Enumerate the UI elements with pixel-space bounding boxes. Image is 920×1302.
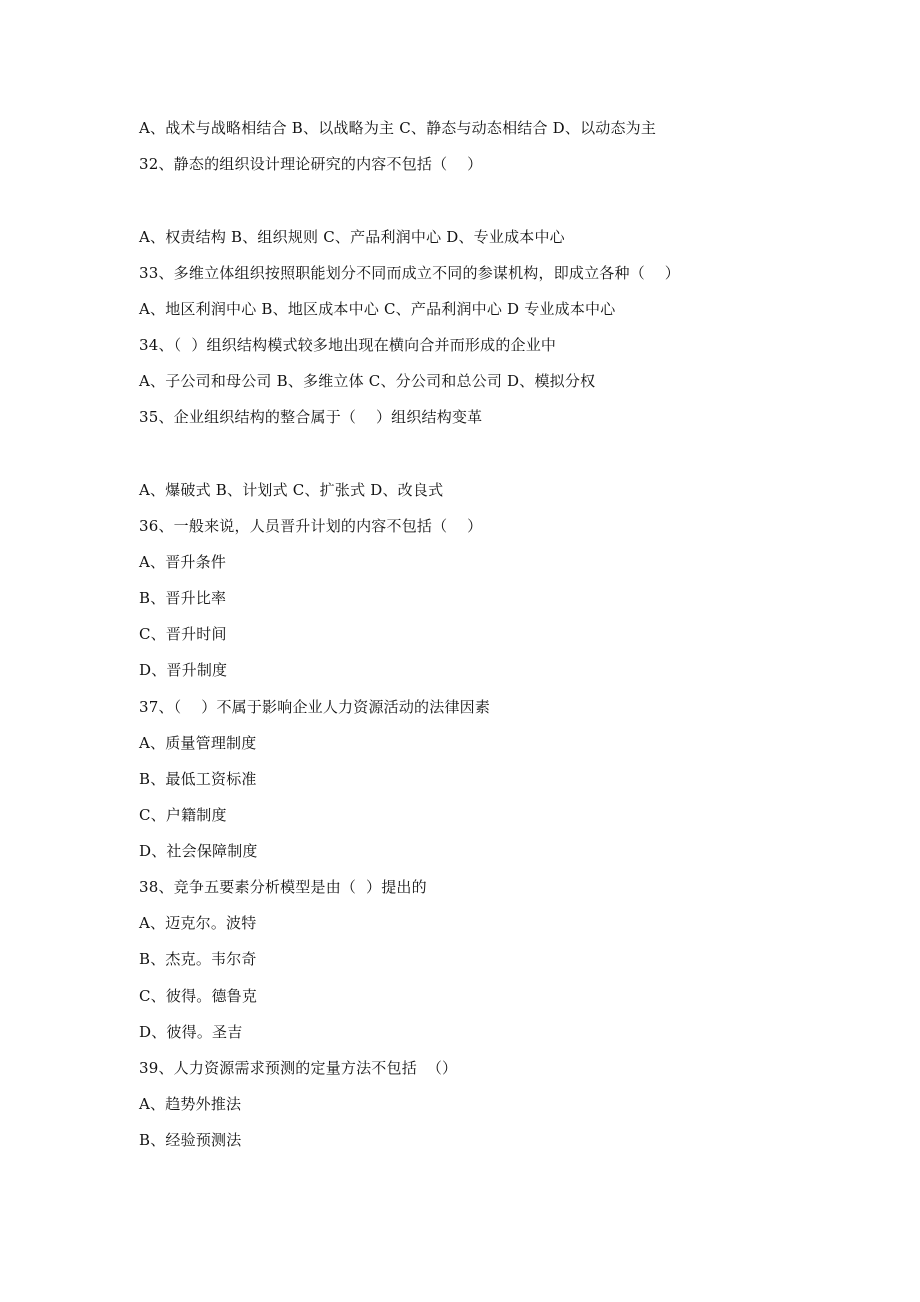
option-b-q36: B、晋升比率 [139,589,227,607]
option-b-q38: B、杰克。韦尔奇 [139,950,257,968]
option-line-q31: A、战术与战略相结合 B、以战略为主 C、静态与动态相结合 D、以动态为主 [139,119,657,137]
option-b-q39: B、经验预测法 [139,1131,242,1149]
question-38: 38、竞争五要素分析模型是由（ ）提出的 [139,878,427,896]
question-37: 37、（ ）不属于影响企业人力资源活动的法律因素 [139,698,491,716]
option-d-q36: D、晋升制度 [139,661,228,679]
question-34: 34、（ ）组织结构模式较多地出现在横向合并而形成的企业中 [139,336,557,354]
option-line-q34: A、子公司和母公司 B、多维立体 C、分公司和总公司 D、模拟分权 [139,372,596,390]
option-a-q37: A、质量管理制度 [139,734,257,752]
option-line-q33: A、地区利润中心 B、地区成本中心 C、产品利润中心 D 专业成本中心 [139,300,616,318]
option-d-q38: D、彼得。圣吉 [139,1023,243,1041]
option-a-q39: A、趋势外推法 [139,1095,242,1113]
question-39: 39、人力资源需求预测的定量方法不包括 （） [139,1059,458,1077]
option-line-q32: A、权责结构 B、组织规则 C、产品利润中心 D、专业成本中心 [139,228,565,246]
question-35: 35、企业组织结构的整合属于（ ）组织结构变革 [139,408,483,426]
option-b-q37: B、最低工资标准 [139,770,257,788]
option-c-q37: C、户籍制度 [139,806,227,824]
question-36: 36、一般来说，人员晋升计划的内容不包括（ ） [139,517,483,535]
option-a-q38: A、迈克尔。波特 [139,914,257,932]
question-33: 33、多维立体组织按照职能划分不同而成立不同的参谋机构，即成立各种（ ） [139,264,680,282]
question-32: 32、静态的组织设计理论研究的内容不包括（ ） [139,155,483,173]
option-c-q36: C、晋升时间 [139,625,227,643]
option-line-q35: A、爆破式 B、计划式 C、扩张式 D、改良式 [139,481,444,499]
option-d-q37: D、社会保障制度 [139,842,258,860]
option-a-q36: A、晋升条件 [139,553,227,571]
option-c-q38: C、彼得。德鲁克 [139,987,258,1005]
